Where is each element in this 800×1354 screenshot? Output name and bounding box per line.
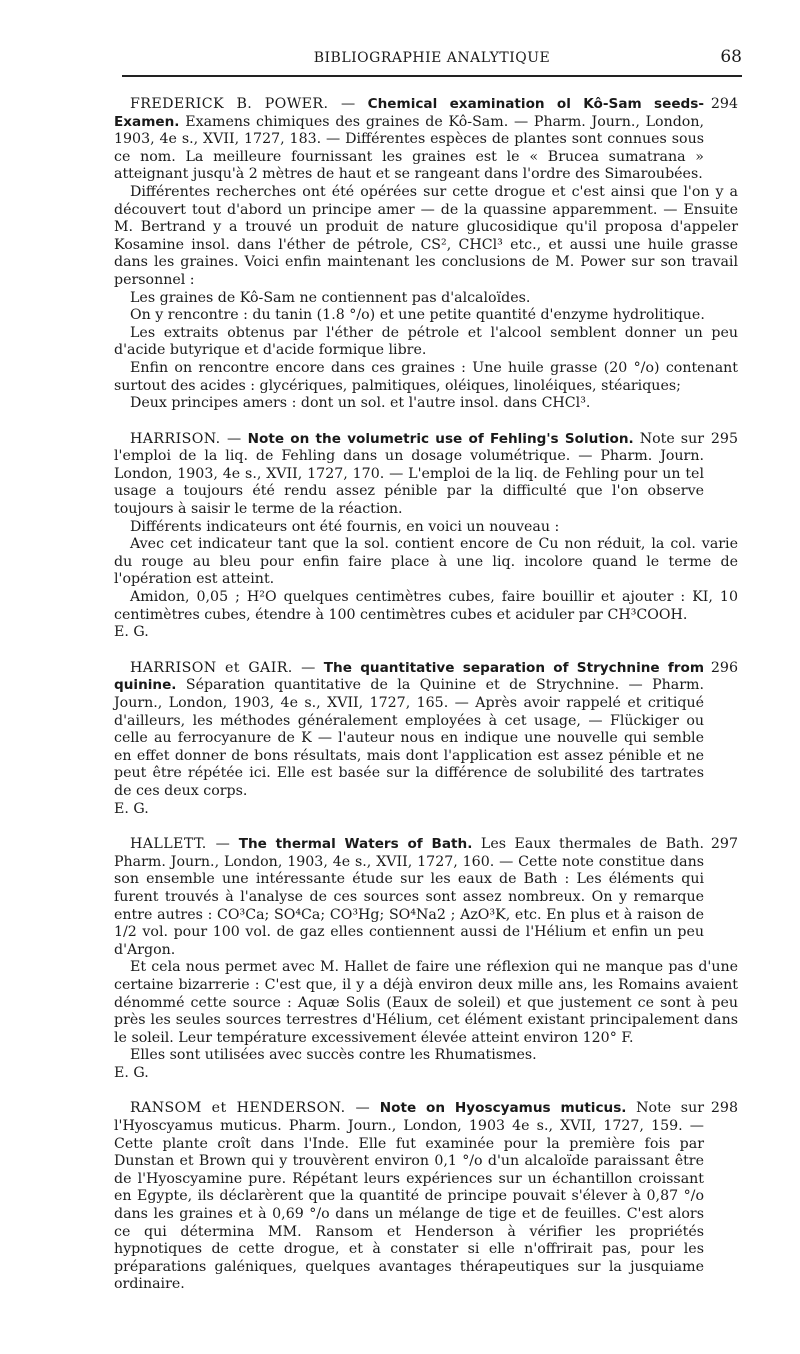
entry-author: HALLETT. —	[130, 836, 231, 853]
entry-citation: Séparation quantitative de la Quinine et de Strychnine. — Pharm. Journ., London, 1903, 4e s., XVII, 1727, 165. — Après avoir rappelé et critiqué d'ailleurs, les méthodes généralement employées à cet usage, — Flückiger ou celle au ferrocyanure de K — l'auteur nous en indique une nouvelle qui semble en effet donner de bons résultats, mais dont l'application est assez pénible et ne peut être répétée ici. Elle est basée sur la différence de solubilité des tartrates de ces deux corps.	[114, 677, 704, 799]
entry-author: RANSOM et HENDERSON. —	[130, 1100, 371, 1117]
entry-lead	[114, 836, 738, 959]
bibliography-entry	[114, 836, 738, 1082]
entry-author: HARRISON. —	[130, 430, 242, 447]
entry-number: 298	[710, 1100, 738, 1117]
entry-lead	[114, 1100, 738, 1294]
entry-signature: E. G.	[114, 624, 149, 641]
entry-lead	[114, 431, 738, 519]
bibliography-entry	[114, 660, 738, 818]
entry-author: HARRISON et GAIR. —	[130, 659, 316, 676]
bibliography-list	[114, 96, 738, 1312]
entry-paragraph: Amidon, 0,05 ; H²O quelques centimètres cubes, faire bouillir et ajouter : KI, 10 centimètres cubes, étendre à 100 centimètres cubes et aciduler par CH³COOH.	[114, 589, 738, 623]
entry-citation: Note sur l'Hyoscyamus muticus. Pharm. Journ., London, 1903 4e s., XVII, 1727, 159. — Cette plante croît dans l'Inde. Elle fut examinée pour la première fois par Dunstan et Brown qui y trouvèrent environ 0,1 °/o d'un alcaloïde paraissant être de l'Hyoscyamine pure. Répétant leurs expériences sur un échantillon croissant en Egypte, ils déclarèrent que la quantité de principe pouvait s'élever à 0,87 °/o dans les graines et à 0,69 °/o dans un mélange de tige et de feuilles. C'est alors ce qui détermina MM. Ransom et Henderson à vérifier les propriétés hypnotiques de cette drogue, et à constater si elle n'offrirait pas, pour les préparations galéniques, quelques avantages thérapeutiques sur la jusquiame ordinaire.	[114, 1100, 704, 1293]
entry-title: The quantitative separation of Strychnine from quinine.	[114, 659, 705, 694]
running-title: BIBLIOGRAPHIE ANALYTIQUE	[313, 50, 551, 66]
entry-number: 297	[710, 836, 738, 853]
running-head	[122, 44, 742, 76]
entry-title: The thermal Waters of Bath.	[238, 836, 473, 853]
entry-citation: Note sur l'emploi de la liq. de Fehling dans un dosage volumétrique. — Pharm. Journ. London, 1903, 4e s., XVII, 1727, 170. — L'emploi de la liq. de Fehling pour un tel usage a toujours été rendu assez pénible par la difficulté que l'on observe toujours à saisir le terme de la réaction.	[114, 430, 704, 518]
bibliography-entry	[114, 431, 738, 642]
entry-paragraph: Différents indicateurs ont été fournis, en voici un nouveau :	[130, 518, 560, 535]
entry-title: Note on Hyoscyamus muticus.	[379, 1100, 627, 1117]
entry-number: 295	[710, 430, 738, 447]
entry-lead	[114, 660, 738, 801]
entry-citation: Les Eaux thermales de Bath. Pharm. Journ., London, 1903, 4e s., XVII, 1727, 160. — Cette note constitue dans son ensemble une intéressante étude sur les eaux de Bath : Les éléments qui furent trouvés à l'analyse de ces sources sont assez nombreux. On y remarque entre autres : CO³Ca; SO⁴Ca; CO³Hg; SO⁴Na2 ; AzO³K, etc. En plus et à raison de 1/2 vol. pour 100 vol. de gaz elles contiennent aussi de l'Hélium et enfin un peu d'Argon.	[114, 836, 704, 958]
entry-lead	[114, 96, 738, 184]
entry-paragraph: Enfin on rencontre encore dans ces graines : Une huile grasse (20 °/o) contenant surtout des acides : glycériques, palmitiques, oléiques, linoléiques, stéariques;	[114, 359, 738, 394]
entry-paragraph: Les extraits obtenus par l'éther de pétrole et l'alcool semblent donner un peu d'acide butyrique et d'acide formique libre.	[114, 324, 738, 359]
entry-paragraph: Elles sont utilisées avec succès contre les Rhumatismes.	[130, 1047, 537, 1064]
entry-paragraph: Différentes recherches ont été opérées sur cette drogue et c'est ainsi que l'on y a découvert tout d'abord un principe amer — de la quassine apparemment. — Ensuite M. Bertrand y a trouvé un produit de nature glucosidique qu'il proposa d'appeler Kosamine insol. dans l'éther de pétrole, CS², CHCl³ etc., et aussi une huile grasse dans les graines. Voici enfin maintenant les conclusions de M. Power sur son travail personnel :	[114, 183, 738, 288]
entry-signature: E. G.	[114, 1064, 149, 1081]
entry-author: FREDERICK B. POWER. —	[130, 96, 356, 112]
bibliography-entry	[114, 1100, 738, 1294]
entry-paragraph: Deux principes amers : dont un sol. et l'autre insol. dans CHCl³.	[130, 395, 591, 412]
entry-paragraph: Et cela nous permet avec M. Hallet de faire une réflexion qui ne manque pas d'une certaine bizarrerie : C'est que, il y a déjà environ deux mille ans, les Romains avaient dénommé cette source : Aquæ Solis (Eaux de soleil) et que justement ce sont à peu près les seules sources terrestres d'Hélium, cet élément existant principalement dans le soleil. Leur température excessivement élevée atteint environ 120° F.	[114, 959, 738, 1046]
entry-number: 296	[710, 659, 738, 676]
entry-paragraph: Avec cet indicateur tant que la sol. contient encore de Cu non réduit, la col. varie du rouge au bleu pour enfin faire place à une liq. incolore quand le terme de l'opération est atteint.	[114, 536, 738, 588]
entry-paragraph: On y rencontre : du tanin (1.8 °/o) et une petite quantité d'enzyme hydrolitique.	[130, 307, 705, 324]
entry-signature: E. G.	[114, 800, 149, 817]
entry-citation: Examens chimiques des graines de Kô-Sam. — Pharm. Journ., London, 1903, 4e s., XVII, 1727, 183. — Différentes espèces de plantes sont connues sous ce nom. La meilleure fournissant les graines est le « Brucea sumatrana » atteignant jusqu'à 2 mètres de haut et se rangeant dans l'ordre des Simaroubées.	[114, 113, 704, 183]
entry-title: Chemical examination ol Kô-Sam seeds-Examen.	[114, 96, 704, 130]
header-rule	[122, 75, 742, 77]
entry-number: 294	[710, 96, 738, 112]
entry-paragraph: Les graines de Kô-Sam ne contiennent pas d'alcaloïdes.	[130, 289, 531, 306]
page-number: 68	[720, 47, 742, 67]
entry-title: Note on the volumetric use of Fehling's Solution.	[247, 430, 634, 447]
bibliography-entry	[114, 96, 738, 413]
